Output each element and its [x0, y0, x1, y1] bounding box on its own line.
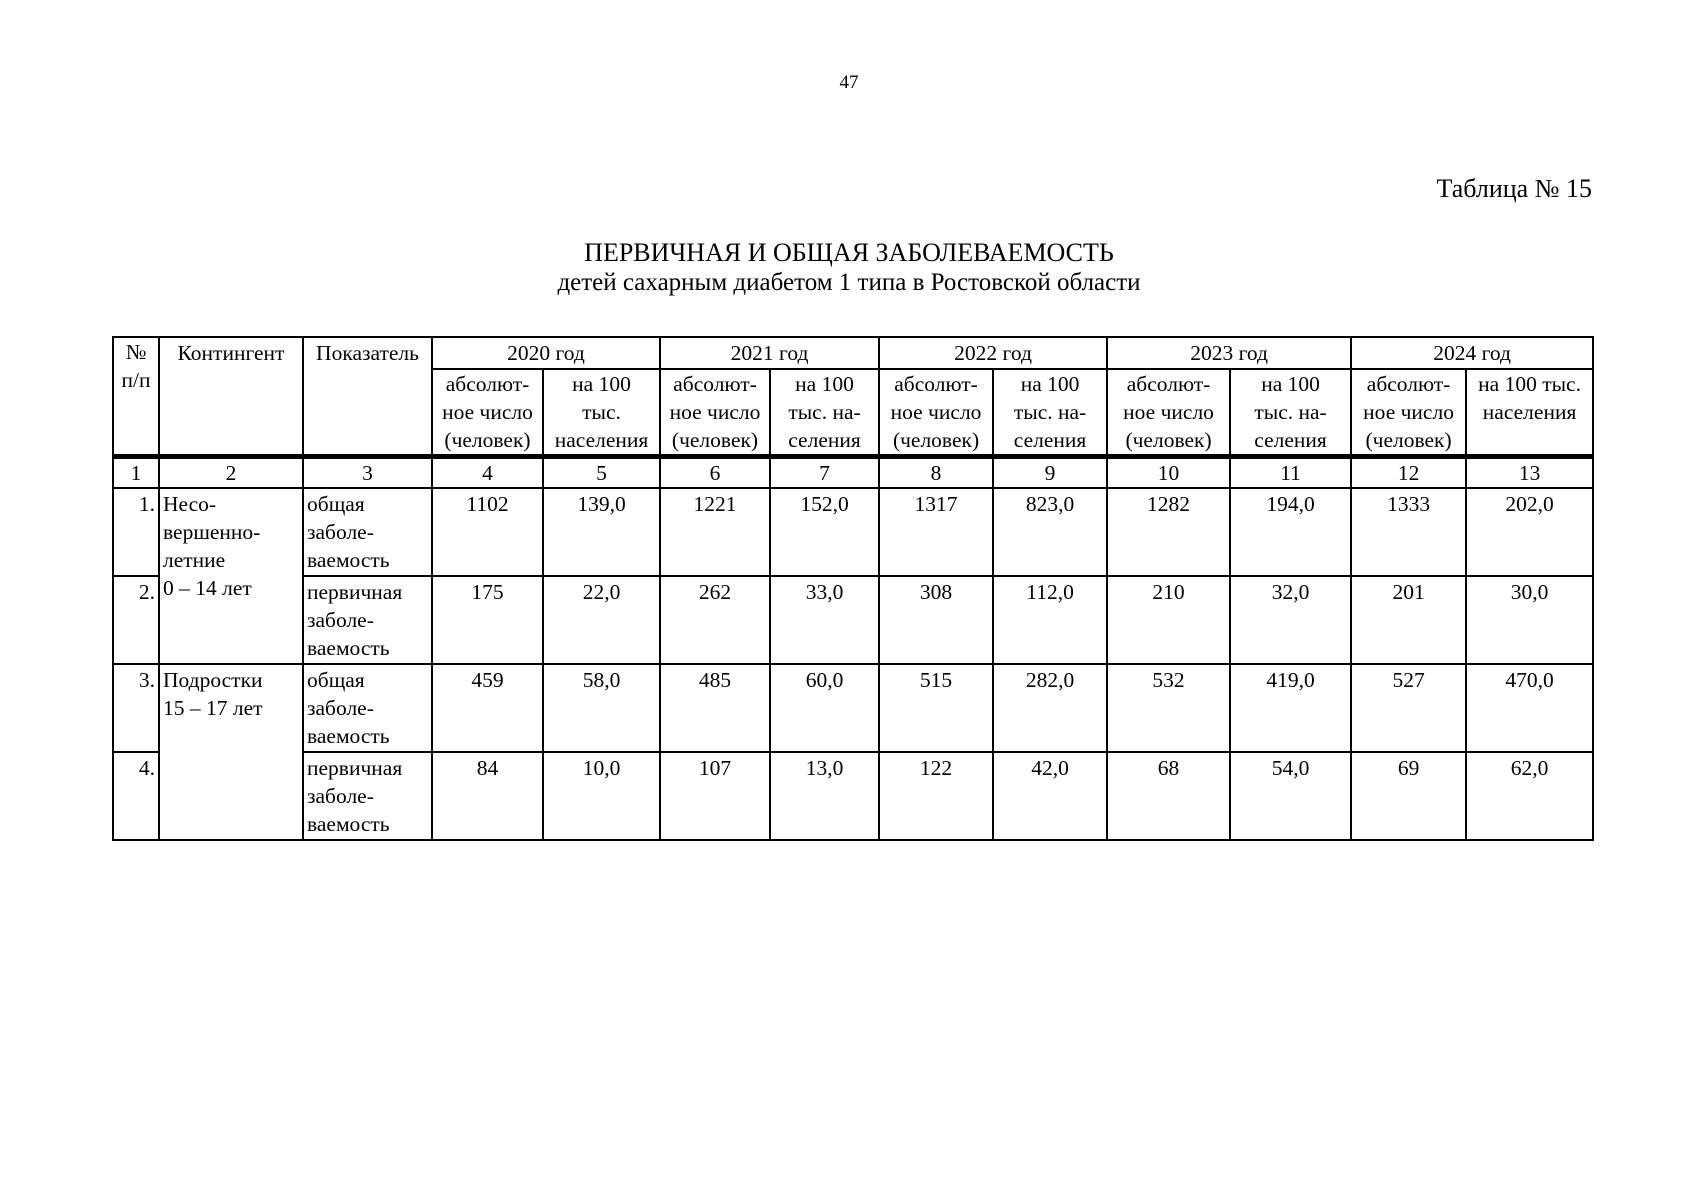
value-cell: 515 [879, 664, 993, 752]
value-cell: 419,0 [1230, 664, 1351, 752]
row-number: 4. [113, 752, 159, 840]
value-cell: 139,0 [543, 488, 660, 576]
contingent-cell: Подростки 15 – 17 лет [159, 664, 303, 840]
value-cell: 32,0 [1230, 576, 1351, 664]
indicator-cell: первичная заболе- ваемость [303, 752, 432, 840]
value-cell: 282,0 [993, 664, 1107, 752]
header-year-2023: 2023 год [1107, 337, 1351, 369]
value-cell: 202,0 [1466, 488, 1593, 576]
value-cell: 308 [879, 576, 993, 664]
value-cell: 30,0 [1466, 576, 1593, 664]
table-row [113, 576, 1593, 664]
header-contingent: Контингент [159, 337, 303, 457]
value-cell: 22,0 [543, 576, 660, 664]
row-number: 1. [113, 488, 159, 576]
header-year-2020: 2020 год [432, 337, 660, 369]
column-number: 5 [543, 457, 660, 489]
column-number: 10 [1107, 457, 1230, 489]
value-cell: 68 [1107, 752, 1230, 840]
column-number: 11 [1230, 457, 1351, 489]
table-subtitle: детей сахарным диабетом 1 типа в Ростовской области [557, 269, 1141, 296]
value-cell: 112,0 [993, 576, 1107, 664]
value-cell: 58,0 [543, 664, 660, 752]
column-number: 6 [660, 457, 770, 489]
column-number: 7 [770, 457, 879, 489]
header-rate-2023: на 100 тыс. на- селения [1230, 369, 1351, 457]
value-cell: 60,0 [770, 664, 879, 752]
table-title-block [0, 238, 1698, 298]
value-cell: 13,0 [770, 752, 879, 840]
value-cell: 54,0 [1230, 752, 1351, 840]
column-number: 2 [159, 457, 303, 489]
contingent-cell: Несо- вершенно- летние 0 – 14 лет [159, 488, 303, 664]
value-cell: 122 [879, 752, 993, 840]
value-cell: 1221 [660, 488, 770, 576]
column-number: 9 [993, 457, 1107, 489]
indicator-cell: общая заболе- ваемость [303, 664, 432, 752]
value-cell: 107 [660, 752, 770, 840]
header-year-2024: 2024 год [1351, 337, 1593, 369]
column-number: 1 [113, 457, 159, 489]
value-cell: 262 [660, 576, 770, 664]
value-cell: 42,0 [993, 752, 1107, 840]
value-cell: 1282 [1107, 488, 1230, 576]
header-abs-2021: абсолют- ное число (человек) [660, 369, 770, 457]
indicator-cell: общая заболе- ваемость [303, 488, 432, 576]
page-number: 47 [839, 72, 859, 93]
value-cell: 175 [432, 576, 543, 664]
header-row-years [113, 337, 1593, 369]
header-num: № п/п [113, 337, 159, 457]
value-cell: 84 [432, 752, 543, 840]
morbidity-table [112, 336, 1594, 841]
row-number: 3. [113, 664, 159, 752]
value-cell: 152,0 [770, 488, 879, 576]
value-cell: 201 [1351, 576, 1466, 664]
header-rate-2022: на 100 тыс. на- селения [993, 369, 1107, 457]
value-cell: 62,0 [1466, 752, 1593, 840]
header-year-2021: 2021 год [660, 337, 879, 369]
value-cell: 194,0 [1230, 488, 1351, 576]
column-number: 13 [1466, 457, 1593, 489]
header-rate-2021: на 100 тыс. на- селения [770, 369, 879, 457]
header-abs-2023: абсолют- ное число (человек) [1107, 369, 1230, 457]
header-rate-2024: на 100 тыс. населения [1466, 369, 1593, 457]
value-cell: 532 [1107, 664, 1230, 752]
header-abs-2022: абсолют- ное число (человек) [879, 369, 993, 457]
table-row [113, 752, 1593, 840]
header-abs-2020: абсолют- ное число (человек) [432, 369, 543, 457]
value-cell: 33,0 [770, 576, 879, 664]
value-cell: 459 [432, 664, 543, 752]
table-row [113, 664, 1593, 752]
value-cell: 1333 [1351, 488, 1466, 576]
header-indicator: Показатель [303, 337, 432, 457]
value-cell: 1317 [879, 488, 993, 576]
column-number: 8 [879, 457, 993, 489]
header-abs-2024: абсолют- ное число (человек) [1351, 369, 1466, 457]
value-cell: 210 [1107, 576, 1230, 664]
indicator-cell: первичная заболе- ваемость [303, 576, 432, 664]
column-number: 4 [432, 457, 543, 489]
value-cell: 470,0 [1466, 664, 1593, 752]
header-year-2022: 2022 год [879, 337, 1107, 369]
table-title: ПЕРВИЧНАЯ И ОБЩАЯ ЗАБОЛЕВАЕМОСТЬ [584, 238, 1114, 267]
value-cell: 485 [660, 664, 770, 752]
row-number: 2. [113, 576, 159, 664]
column-number: 3 [303, 457, 432, 489]
value-cell: 527 [1351, 664, 1466, 752]
table-row [113, 488, 1593, 576]
value-cell: 1102 [432, 488, 543, 576]
value-cell: 10,0 [543, 752, 660, 840]
column-number: 12 [1351, 457, 1466, 489]
value-cell: 69 [1351, 752, 1466, 840]
value-cell: 823,0 [993, 488, 1107, 576]
table-label: Таблица № 15 [1436, 174, 1592, 203]
column-numbers-row [113, 457, 1593, 489]
header-rate-2020: на 100 тыс. населения [543, 369, 660, 457]
